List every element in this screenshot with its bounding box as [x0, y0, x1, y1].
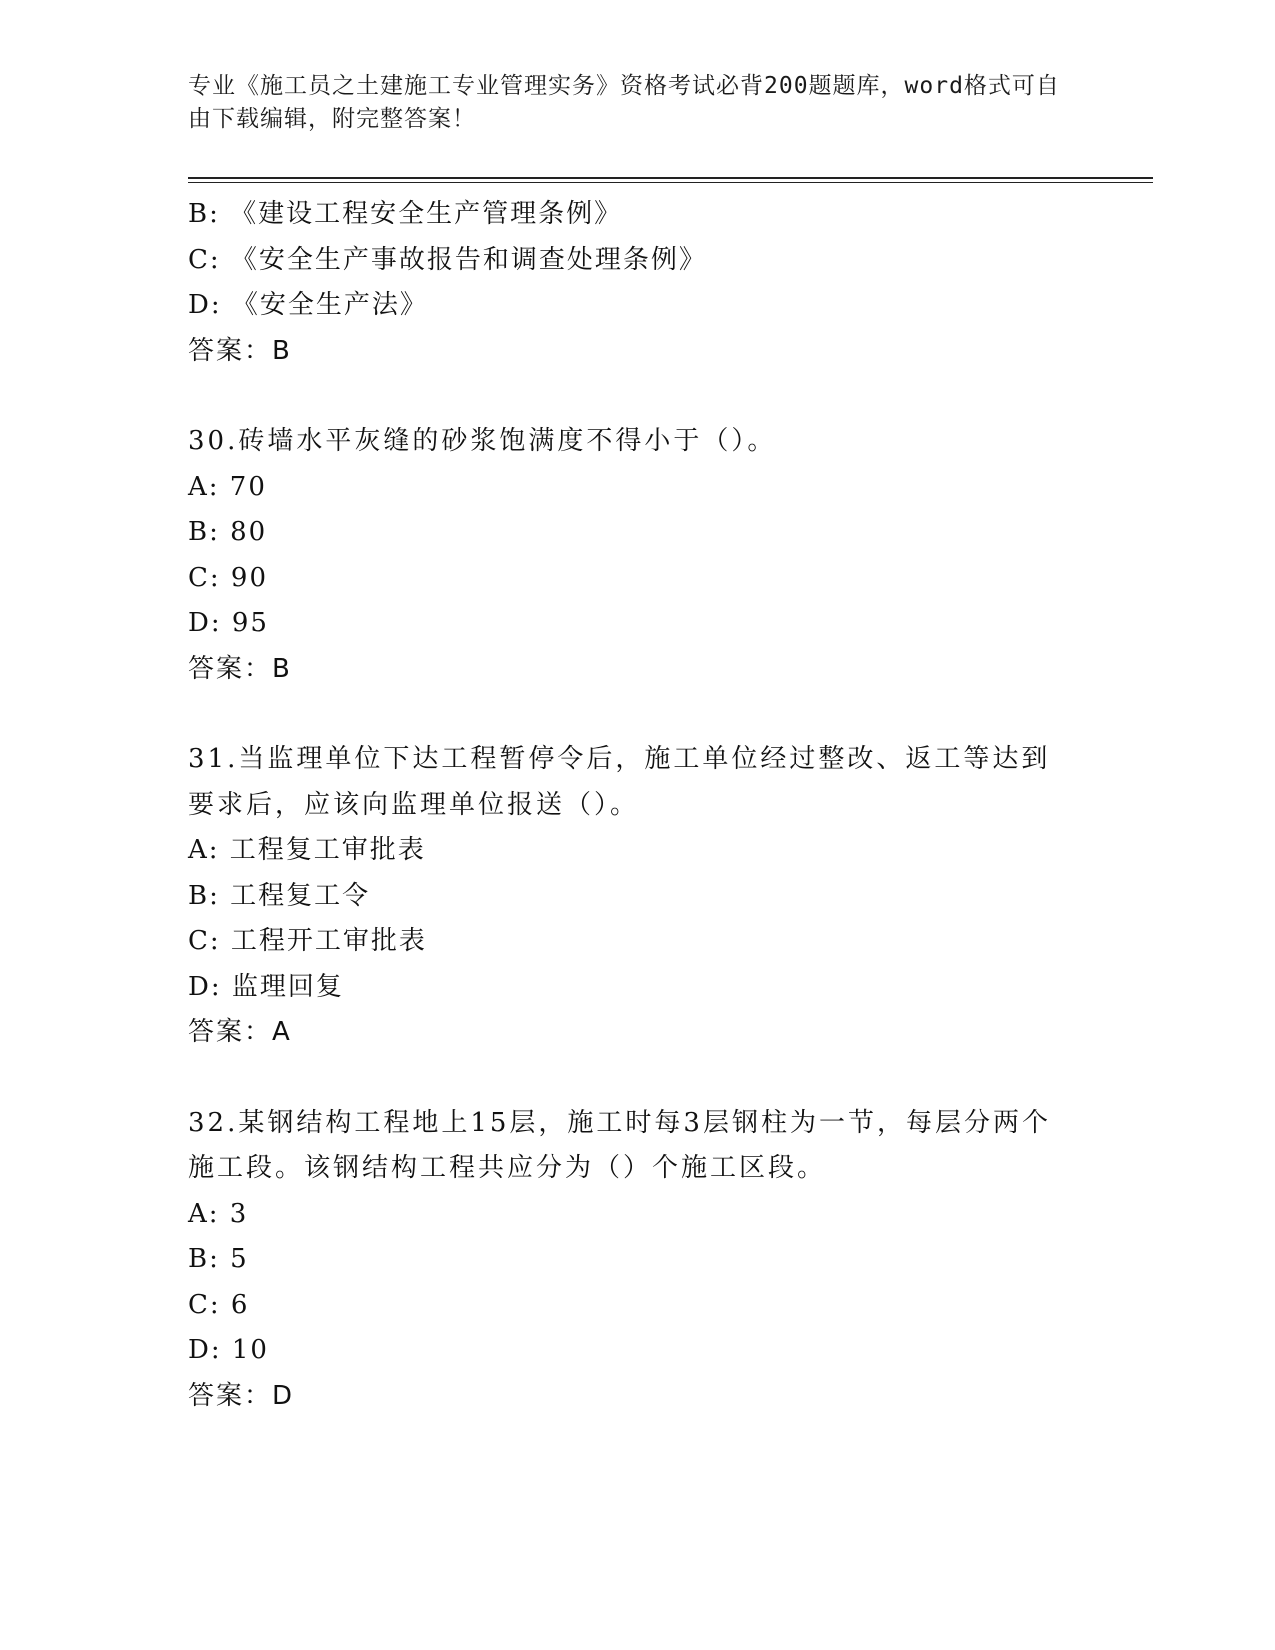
option-a: A: 70 — [188, 471, 267, 502]
answer-line: 答案：A — [188, 1017, 292, 1047]
option-d: D: 《安全生产法》 — [188, 290, 428, 320]
question-text: 31.当监理单位下达工程暂停令后，施工单位经过整改、返工等达到要求后，应该向监理单位报送（）。 — [188, 744, 1051, 820]
header-rule-thin — [188, 182, 1153, 183]
option-b: B: 5 — [188, 1244, 249, 1274]
option-c: C: 90 — [188, 562, 269, 593]
option-c: C: 工程开工审批表 — [188, 926, 427, 956]
question-text: 32.某钢结构工程地上15层，施工时每3层钢柱为一节，每层分两个施工段。该钢结构工程共应分为（）个施工区段。 — [188, 1107, 1051, 1183]
option-c: C: 6 — [188, 1289, 250, 1320]
document-header: 专业《施工员之土建施工专业管理实务》资格考试必背200题题库，word格式可自由下载编辑，附完整答案！ — [188, 73, 1060, 132]
option-b: B: 《建设工程安全生产管理条例》 — [188, 199, 623, 229]
header-rule-thick — [188, 177, 1153, 179]
document-body — [188, 192, 1088, 1419]
option-a: A: 3 — [188, 1198, 249, 1229]
question-text: 30.砖墙水平灰缝的砂浆饱满度不得小于（）。 — [188, 426, 777, 456]
option-d: D: 95 — [188, 608, 269, 638]
question-31 — [188, 737, 1088, 1056]
question-30 — [188, 419, 1088, 692]
option-c: C: 《安全生产事故报告和调查处理条例》 — [188, 244, 707, 275]
option-d: D: 10 — [188, 1335, 269, 1365]
answer-line: 答案：D — [188, 1380, 295, 1411]
partial-question — [188, 192, 1088, 374]
answer-line: 答案：B — [188, 335, 292, 366]
option-a: A: 工程复工审批表 — [188, 835, 426, 865]
option-b: B: 工程复工令 — [188, 880, 371, 911]
question-32 — [188, 1101, 1088, 1420]
option-b: B: 80 — [188, 517, 268, 547]
answer-line: 答案：B — [188, 653, 292, 684]
option-d: D: 监理回复 — [188, 971, 344, 1002]
